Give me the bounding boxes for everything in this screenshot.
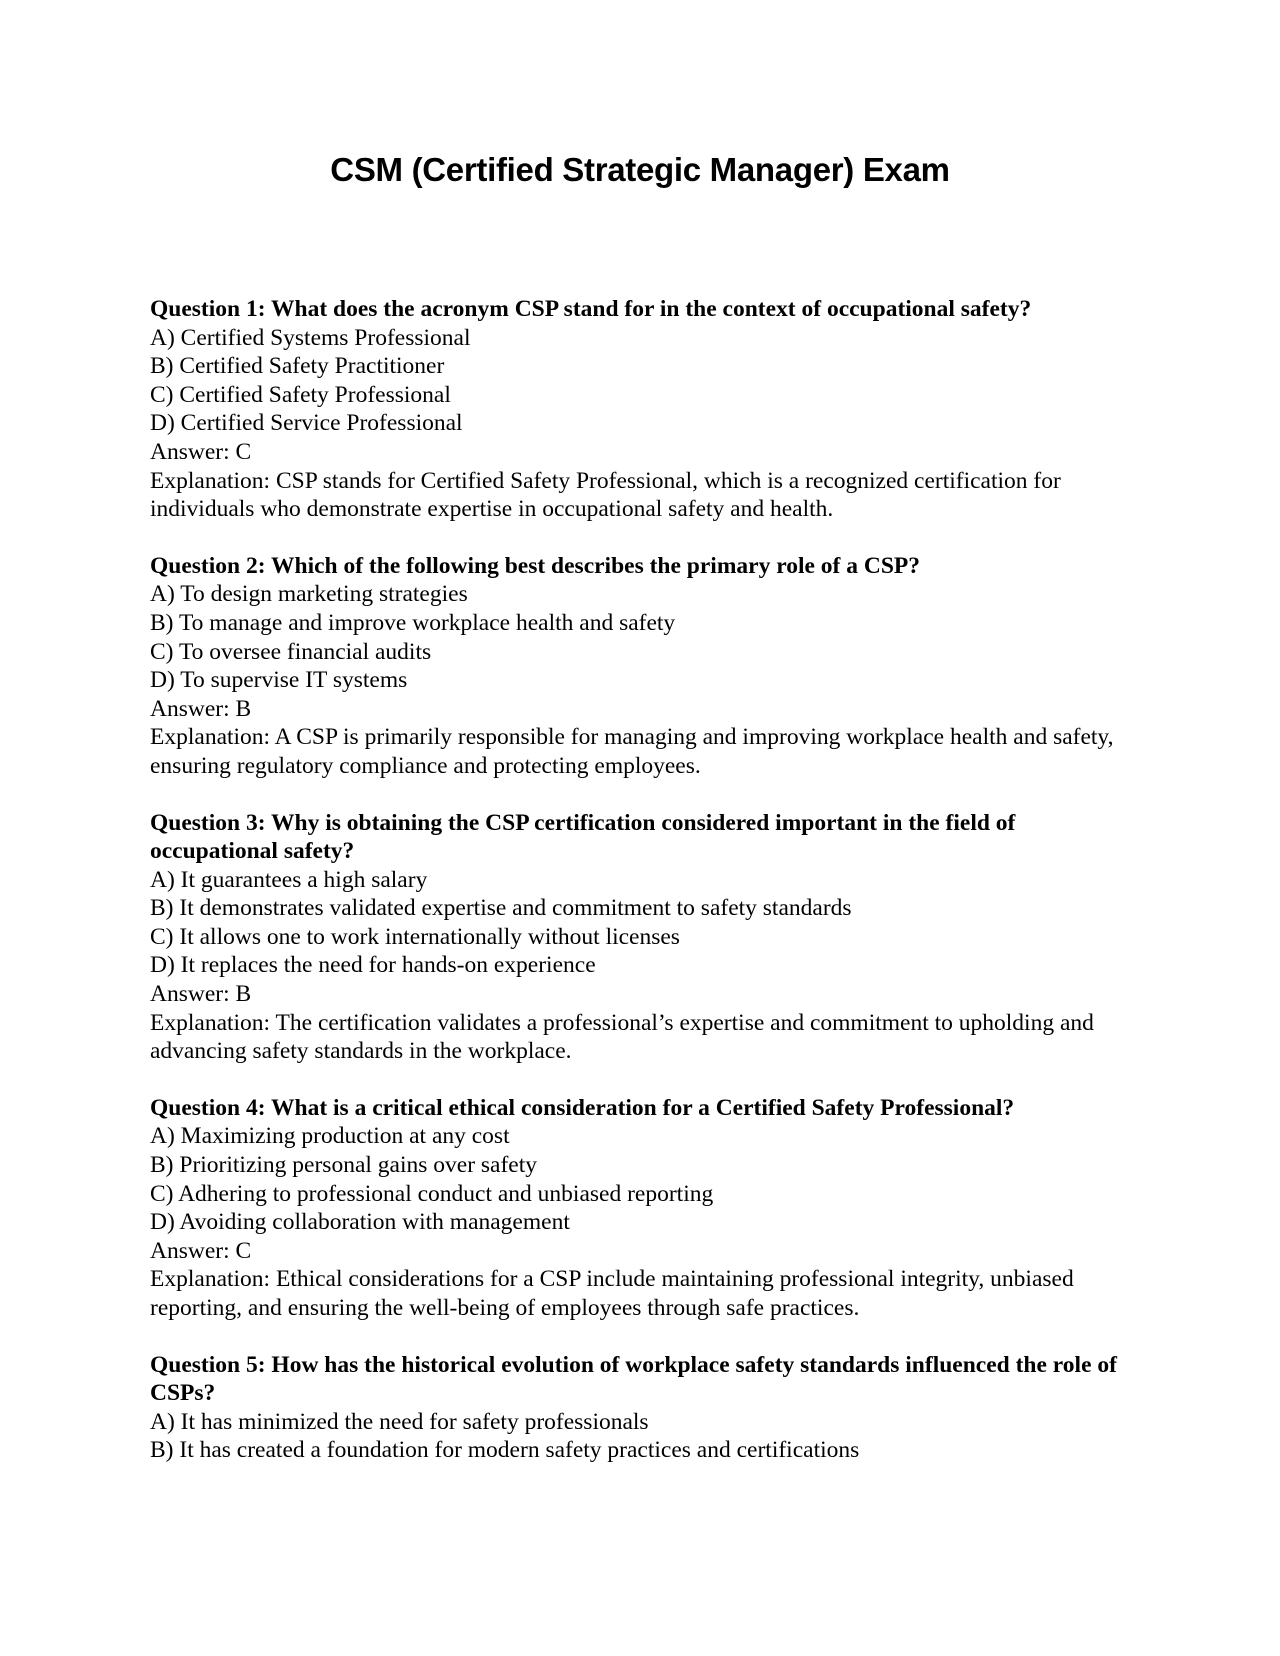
explanation-text: Explanation: A CSP is primarily responsible for managing and improving workplace health and safety, ensuring regulatory compliance and protecting employees. [150, 724, 1114, 779]
option-a: A) Maximizing production at any cost [150, 1123, 510, 1150]
question-block-3 [150, 809, 1140, 1066]
question-text: Question 4: What is a critical ethical consideration for a Certified Safety Professional? [150, 1094, 1015, 1121]
question-block-1 [150, 295, 1140, 524]
question-text: Question 1: What does the acronym CSP stand for in the context of occupational safety? [150, 296, 1032, 322]
option-a: A) Certified Systems Professional [150, 324, 471, 351]
option-c: C) It allows one to work internationally without licenses [150, 923, 680, 950]
option-c: C) To oversee financial audits [150, 638, 432, 665]
question-text: Question 3: Why is obtaining the CSP certification considered important in the field of occupational safety? [150, 809, 1016, 865]
page-title: CSM (Certified Strategic Manager) Exam [330, 151, 950, 188]
option-b: B) Prioritizing personal gains over safety [150, 1152, 538, 1179]
option-c: C) Adhering to professional conduct and unbiased reporting [150, 1180, 714, 1207]
option-b: B) It demonstrates validated expertise and commitment to safety standards [150, 895, 852, 922]
option-b: B) To manage and improve workplace health and safety [150, 609, 676, 636]
question-block-2 [150, 552, 1140, 781]
option-d: D) Avoiding collaboration with management [150, 1209, 570, 1236]
question-list [150, 295, 1140, 1493]
explanation-text: Explanation: The certification validates a professional’s expertise and commitment to upholding and advancing safety standards in the workplace. [150, 1009, 1094, 1065]
answer-text: Answer: C [150, 1237, 252, 1264]
option-c: C) Certified Safety Professional [150, 381, 451, 408]
option-a: A) It guarantees a high salary [150, 866, 428, 893]
question-text: Question 5: How has the historical evolution of workplace safety standards influenced the role of CSPs? [150, 1351, 1117, 1407]
option-b: B) Certified Safety Practitioner [150, 353, 445, 380]
option-d: D) To supervise IT systems [150, 667, 408, 694]
answer-text: Answer: B [150, 695, 252, 722]
question-text: Question 2: Which of the following best describes the primary role of a CSP? [150, 552, 921, 579]
option-d: D) Certified Service Professional [150, 410, 463, 437]
question-block-5 [150, 1351, 1140, 1465]
explanation-text: Explanation: CSP stands for Certified Safety Professional, which is a recognized certification for individuals who demonstrate expertise in occupational safety and health. [150, 467, 1061, 523]
question-block-4 [150, 1094, 1140, 1323]
answer-text: Answer: B [150, 981, 252, 1008]
option-d: D) It replaces the need for hands-on experience [150, 952, 596, 979]
explanation-text: Explanation: Ethical considerations for a CSP include maintaining professional integrity, unbiased reporting, and ensuring the well-being of employees through safe practices. [150, 1266, 1074, 1321]
option-a: A) It has minimized the need for safety professionals [150, 1408, 649, 1435]
answer-text: Answer: C [150, 438, 252, 465]
option-a: A) To design marketing strategies [150, 581, 468, 608]
option-b: B) It has created a foundation for modern safety practices and certifications [150, 1437, 860, 1464]
